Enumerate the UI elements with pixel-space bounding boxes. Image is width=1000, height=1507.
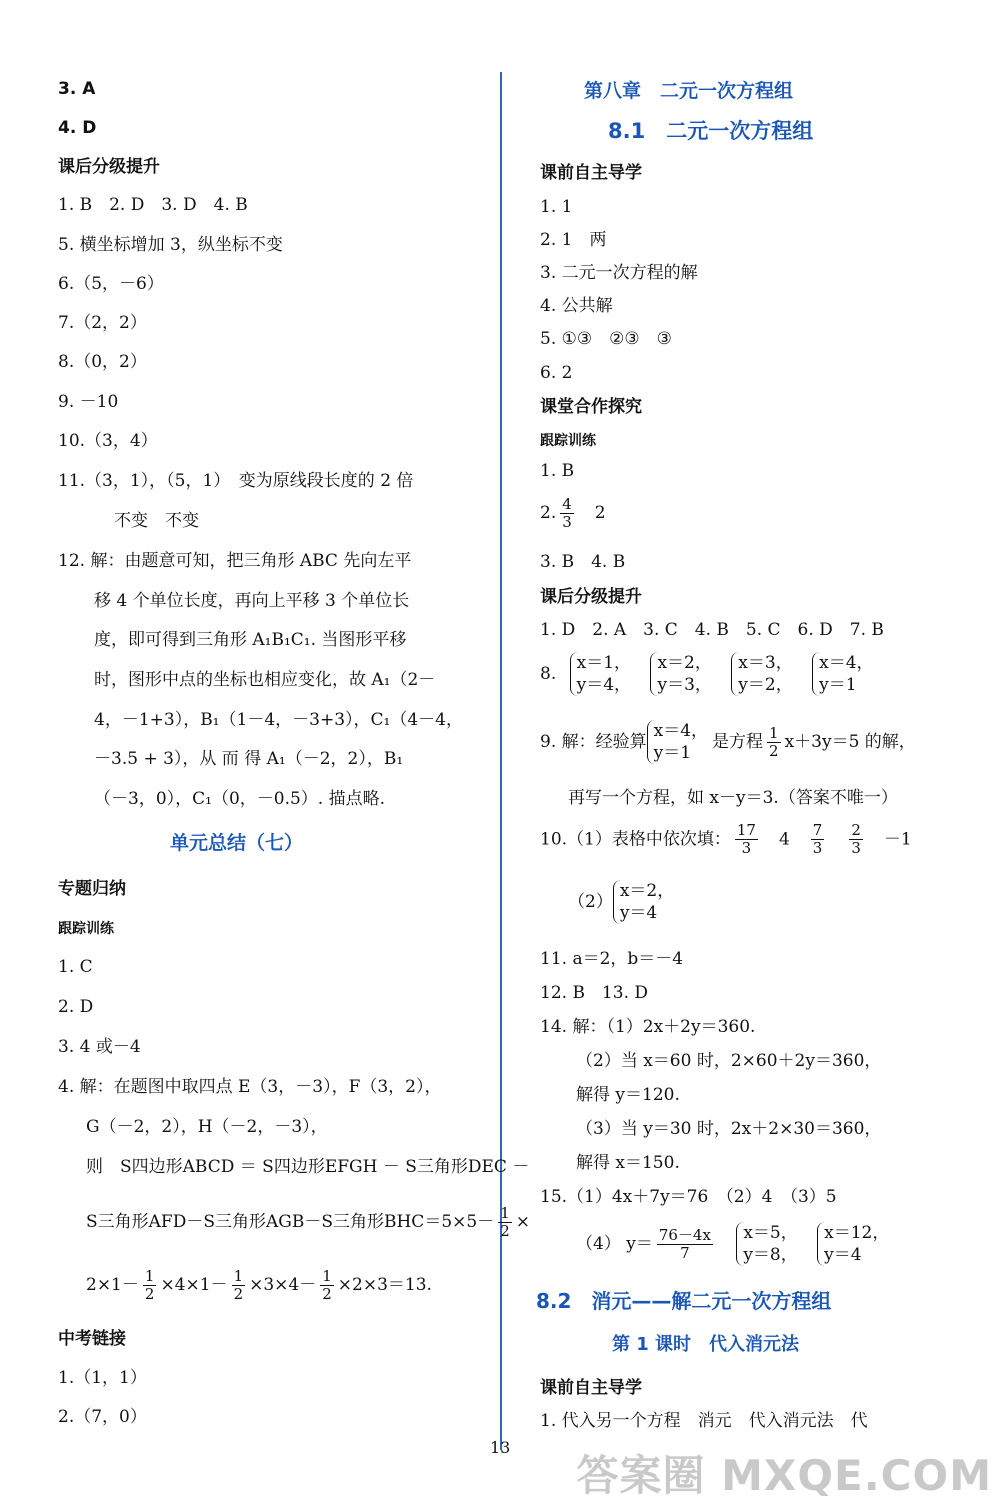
answer-line: 10.（1）表格中依次填： $\frac{17}{3}$ 4 $\frac{7}{3}$ $\frac{2}{3}$ －1 [540, 821, 912, 857]
answer-line: 2. 1 两 [540, 230, 607, 250]
answer-line: 度，即可得到三角形 A₁B₁C₁. 当图形平移 [94, 630, 407, 650]
answer-line: G（－2，2），H（－2，－3）， [86, 1117, 328, 1137]
answer-line: 1. 1 [540, 197, 573, 217]
answer-line: 7.（2，2） [58, 313, 147, 333]
equation-system: x＝1， y＝4， [570, 652, 631, 696]
answer-line: 1. C [58, 957, 93, 977]
answer-line: 3. B 4. B [540, 552, 626, 572]
answer-line: 解得 y＝120. [576, 1085, 680, 1105]
answer-line: 11.（3，1），（5，1） 变为原线段长度的 2 倍 [58, 471, 414, 491]
equation-system: x＝4， y＝1 [812, 652, 873, 696]
unit-summary-title: 单元总结（七） [170, 832, 304, 854]
answer-line: 5. ①③ ②③ ③ [540, 329, 672, 349]
answer-line: 4. D [58, 118, 97, 138]
answer-line: （2）当 x＝60 时，2×60＋2y＝360， [576, 1051, 882, 1071]
answer-line: 2. $\frac{4}{3}$ 2 [540, 495, 606, 531]
answer-line: －3.5 + 3），从 而 得 A₁（－2，2），B₁ [94, 749, 404, 769]
lesson-title: 第 1 课时 代入消元法 [612, 1334, 800, 1355]
answer-line: 3. A [58, 79, 96, 99]
answer-line: （－3，0），C₁（0，－0.5）. 描点略. [94, 789, 386, 809]
answer-line: 4，－1+3），B₁（1－4，－3+3），C₁（4－4， [94, 710, 463, 730]
answer-line: 不变 不变 [114, 511, 199, 531]
answer-line: （2）x＝2， y＝4 [568, 881, 675, 923]
answer-line: 1. B 2. D 3. D 4. B [58, 195, 248, 215]
section-heading: 课堂合作探究 [540, 397, 642, 417]
answer-line: （4） y＝ $\frac{76-4x}{7}$ x＝5， y＝8， x＝12， y＝4 [576, 1223, 890, 1265]
section-heading: 中考链接 [58, 1329, 126, 1349]
section-heading: 课前自主导学 [540, 163, 642, 183]
equation-system: x＝3， y＝2， [731, 652, 792, 696]
answer-line: 11. a＝2，b＝－4 [540, 949, 684, 969]
equation-system: x＝2， y＝4 [613, 880, 674, 924]
answer-line: 时，图形中点的坐标也相应变化，故 A₁（2－ [94, 670, 436, 690]
answer-line: 1. D 2. A 3. C 4. B 5. C 6. D 7. B [540, 620, 884, 640]
section-heading: 课前自主导学 [540, 1378, 642, 1398]
answer-line: 6. 2 [540, 363, 573, 383]
answer-line: 4. 解：在题图中取四点 E（3，－3），F（3，2）， [58, 1077, 442, 1097]
formula-line: 2×1－ $\frac{1}{2}$ ×4×1－ $\frac{1}{2}$ ×3×4－ $\frac{1}{2}$ ×2×3＝13. [86, 1267, 432, 1303]
answer-line: 12. B 13. D [540, 983, 649, 1003]
answer-line: 8.（0，2） [58, 352, 147, 372]
answer-line: 15.（1）4x＋7y＝76 （2）4 （3）5 [540, 1187, 837, 1207]
answer-line: 5. 横坐标增加 3，纵坐标不变 [58, 235, 283, 255]
section-heading: 课后分级提升 [540, 587, 642, 607]
column-divider [500, 72, 502, 1450]
equation-systems-line: 8. x＝1， y＝4， x＝2， y＝3， x＝3， y＝2， x＝4， y＝1 [540, 653, 874, 695]
answer-line: 10.（3，4） [58, 431, 158, 451]
watermark: 答案圈 MXQE.COM [576, 1451, 992, 1500]
subsection-heading: 跟踪训练 [540, 433, 596, 449]
page-number: 13 [490, 1438, 511, 1457]
answer-line: 1. B [540, 461, 575, 481]
answer-line: 2. D [58, 997, 94, 1017]
answer-line: 2.（7，0） [58, 1407, 147, 1427]
section-heading: 专题归纳 [58, 879, 126, 899]
answer-line: 14. 解：（1）2x＋2y＝360. [540, 1017, 756, 1037]
fraction: $\frac{4}{3}$ [562, 495, 572, 531]
subsection-heading: 跟踪训练 [58, 921, 114, 937]
equation-system: x＝2， y＝3， [650, 652, 711, 696]
equation-system: x＝4， y＝1 [647, 720, 708, 764]
answer-line: （3）当 y＝30 时，2x＋2×30＝360， [576, 1119, 882, 1139]
answer-line: 解得 x＝150. [576, 1153, 680, 1173]
equation-system: x＝5， y＝8， [736, 1222, 797, 1266]
equation-system: x＝12， y＝4 [817, 1222, 889, 1266]
answer-line: 再写一个方程，如 x－y＝3.（答案不唯一） [568, 788, 898, 808]
answer-line: 1. 代入另一个方程 消元 代入消元法 代 [540, 1411, 868, 1431]
formula-line: S三角形AFD－S三角形AGB－S三角形BHC＝5×5－ $\frac{1}{2}$ × [86, 1204, 530, 1240]
answer-line: 12. 解：由题意可知，把三角形 ABC 先向左平 [58, 551, 412, 571]
answer-line: 移 4 个单位长度，再向上平移 3 个单位长 [94, 591, 410, 611]
answer-line: 1.（1，1） [58, 1368, 147, 1388]
section-title: 8.2 消元——解二元一次方程组 [536, 1289, 832, 1313]
section-title: 8.1 二元一次方程组 [608, 119, 814, 143]
answer-line: 则 S四边形ABCD ＝ S四边形EFGH － S三角形DEC － [86, 1157, 530, 1177]
chapter-title: 第八章 二元一次方程组 [584, 80, 794, 102]
answer-line: 4. 公共解 [540, 296, 613, 316]
answer-line: 6.（5，－6） [58, 274, 164, 294]
fraction: $\frac{1}{2}$ [500, 1204, 510, 1240]
answer-line: 3. 4 或－4 [58, 1037, 141, 1057]
answer-line: 9. 解：经验算x＝4， y＝1是方程 $\frac{1}{2}$ x＋3y＝5 的解， [540, 721, 916, 763]
answer-line: 9. －10 [58, 392, 119, 412]
section-heading: 课后分级提升 [58, 157, 160, 177]
answer-line: 3. 二元一次方程的解 [540, 263, 698, 283]
